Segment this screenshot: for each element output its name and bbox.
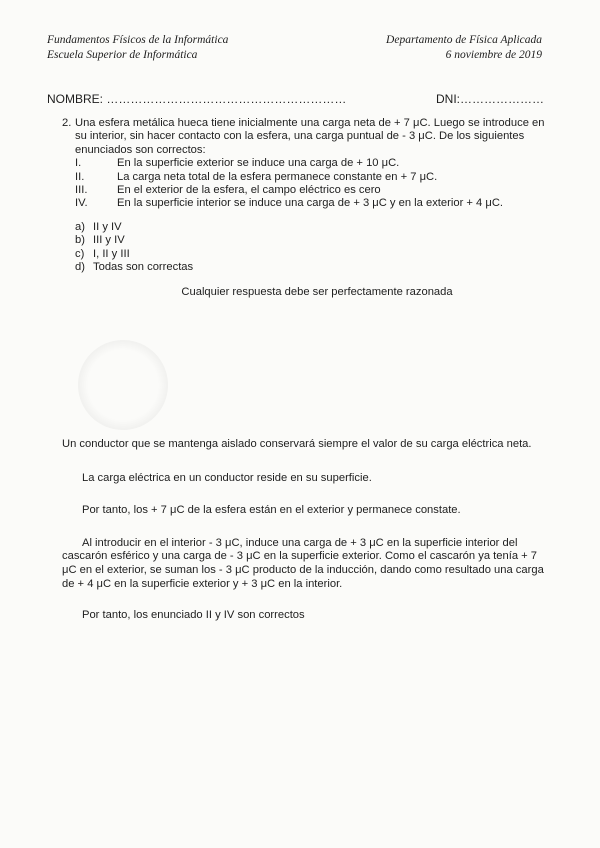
statement-item	[62, 157, 547, 170]
reasoning-note: Cualquier respuesta debe ser perfectamente razonada	[181, 285, 453, 298]
statement-text: En la superficie interior se induce una carga de + 3 μC y en la exterior + 4 μC.	[117, 197, 504, 210]
option-text: Todas son correctas	[93, 261, 194, 274]
course-header	[47, 33, 228, 63]
name-field-label: NOMBRE: ……………………………………………………	[47, 92, 347, 106]
option-item	[75, 234, 547, 247]
option-text: I, II y III	[93, 247, 130, 260]
option-list	[75, 221, 547, 275]
option-item	[75, 248, 547, 261]
dni-field-label: DNI:…………………	[436, 92, 544, 106]
student-id-row	[47, 92, 544, 106]
statement-numeral: I.	[75, 157, 82, 170]
option-item	[75, 261, 547, 274]
answer-paragraph: Un conductor que se mantenga aislado conservará siempre el valor de su carga eléctrica neta.	[62, 438, 532, 450]
statement-item	[62, 171, 547, 184]
answer-paragraph: Al introducir en el interior - 3 μC, induce una carga de + 3 μC en la superficie interior del cascarón esférico y una carga de - 3 μC en la superficie exterior. Como el cascarón ya tenía + 7 μC en el exterior, se suman los - 3 μC producto de la inducción, dando como resultado una carga de + 4 μC en la superficie exterior y + 3 μC en la interior.	[62, 536, 544, 590]
scan-smudge	[78, 340, 168, 430]
answer-conclusion: Por tanto, los enunciado II y IV son correctos	[82, 609, 305, 622]
statement-numeral: IV.	[75, 197, 88, 210]
statement-text: En el exterior de la esfera, el campo eléctrico es cero	[117, 184, 381, 197]
question-block	[62, 117, 547, 299]
answer-paragraph: La carga eléctrica en un conductor reside en su superficie.	[82, 471, 372, 484]
course-title: Fundamentos Físicos de la Informática	[47, 34, 229, 46]
option-item	[75, 221, 547, 234]
option-letter: a)	[75, 220, 85, 233]
exam-date: 6 noviembre de 2019	[445, 49, 542, 61]
option-letter: b)	[75, 234, 85, 247]
school-name: Escuela Superior de Informática	[47, 49, 198, 61]
option-letter: d)	[75, 261, 85, 274]
statement-text: En la superficie exterior se induce una carga de + 10 μC.	[117, 157, 400, 170]
answer-paragraph: Por tanto, los + 7 μC de la esfera están en el exterior y permanece constate.	[82, 504, 461, 517]
answer-block	[62, 438, 547, 623]
option-text: II y IV	[93, 220, 122, 233]
statement-list	[62, 157, 547, 211]
department-name: Departamento de Física Aplicada	[386, 34, 542, 46]
option-letter: c)	[75, 247, 85, 260]
statement-numeral: III.	[75, 184, 88, 197]
statement-item	[62, 184, 547, 197]
statement-numeral: II.	[75, 170, 85, 183]
department-header	[386, 33, 542, 63]
question-stem: Una esfera metálica hueca tiene inicialmente una carga neta de + 7 μC. Luego se introduce en su interior, sin hacer contacto con la esfera, una carga puntual de - 3 μC. De los siguientes enunciados son correctos:	[75, 117, 545, 156]
question-number: 2.	[62, 117, 72, 129]
statement-text: La carga neta total de la esfera permanece constante en + 7 μC.	[117, 170, 438, 183]
statement-item	[62, 197, 547, 210]
option-text: III y IV	[93, 234, 125, 247]
